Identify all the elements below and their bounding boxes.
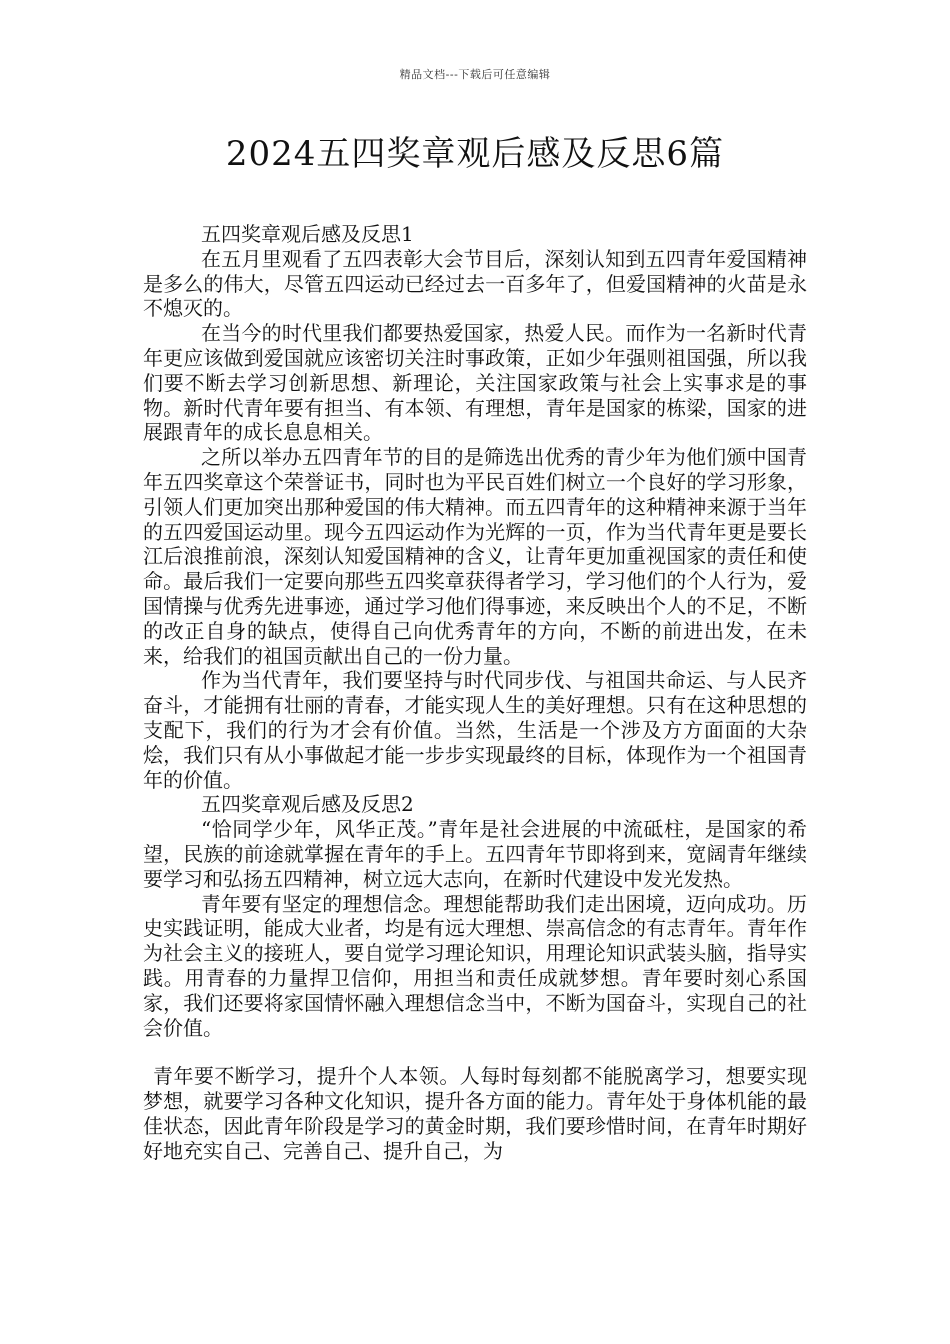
document-body	[143, 222, 807, 1163]
paragraph: 青年要不断学习，提升个人本领。人每时每刻都不能脱离学习，想要实现梦想，就要学习各种文化知识，提升各方面的能力。青年处于身体机能的最佳状态，因此青年阶段是学习的黄金时期，我们要珍惜时间，在青年时期好好地充实自己、完善自己、提升自己，为	[143, 1064, 807, 1163]
paragraph: 在五月里观看了五四表彰大会节目后，深刻认知到五四青年爱国精神是多么的伟大，尽管五四运动已经过去一百多年了，但爱国精神的火苗是永不熄灭的。	[143, 246, 807, 321]
paragraph: “恰同学少年，风华正茂。”青年是社会进展的中流砥柱，是国家的希望，民族的前途就掌握在青年的手上。五四青年节即将到来，宽阔青年继续要学习和弘扬五四精神，树立远大志向，在新时代建设中发光发热。	[143, 817, 807, 891]
header-note: 精品文档---下载后可任意编辑	[399, 68, 551, 81]
paragraph: 在当今的时代里我们都要热爱国家，热爱人民。而作为一名新时代青年更应该做到爱国就应该密切关注时事政策，正如少年强则祖国强，所以我们要不断去学习创新思想、新理论，关注国家政策与社会上实事求是的事物。新时代青年要有担当、有本领、有理想，青年是国家的栋梁，国家的进展跟青年的成长息息相关。	[143, 321, 807, 445]
section-heading-2: 五四奖章观后感及反思2	[201, 792, 414, 817]
paragraph: 之所以举办五四青年节的目的是筛选出优秀的青少年为他们颁中国青年五四奖章这个荣誉证书，同时也为平民百姓们树立一个良好的学习形象，引领人们更加突出那种爱国的伟大精神。而五四青年的这种精神来源于当年的五四爱国运动里。现今五四运动作为光辉的一页，作为当代青年更是要长江后浪推前浪，深刻认知爱国精神的含义，让青年更加重视国家的责任和使命。最后我们一定要向那些五四奖章获得者学习，学习他们的个人行为，爱国情操与优秀先进事迹，通过学习他们得事迹，来反映出个人的不足，不断的改正自身的缺点，使得自己向优秀青年的方向，不断的前进出发，在未来，给我们的祖国贡献出自己的一份力量。	[143, 445, 807, 668]
paragraph: 作为当代青年，我们要坚持与时代同步伐、与祖国共命运、与人民齐奋斗，才能拥有壮丽的青春，才能实现人生的美好理想。只有在这种思想的支配下，我们的行为才会有价值。当然，生活是一个涉及方方面面的大杂烩，我们只有从小事做起才能一步步实现最终的目标，体现作为一个祖国青年的价值。	[143, 668, 807, 792]
section-heading-1: 五四奖章观后感及反思1	[201, 222, 414, 246]
document-title: 2024五四奖章观后感及反思6篇	[225, 134, 725, 174]
paragraph: 青年要有坚定的理想信念。理想能帮助我们走出困境，迈向成功。历史实践证明，能成大业者，均是有远大理想、崇高信念的有志青年。青年作为社会主义的接班人，要自觉学习理论知识，用理论知识武装头脑，指导实践。用青春的力量捍卫信仰，用担当和责任成就梦想。青年要时刻心系国家，我们还要将家国情怀融入理想信念当中，不断为国奋斗，实现自己的社会价值。	[143, 891, 807, 1040]
